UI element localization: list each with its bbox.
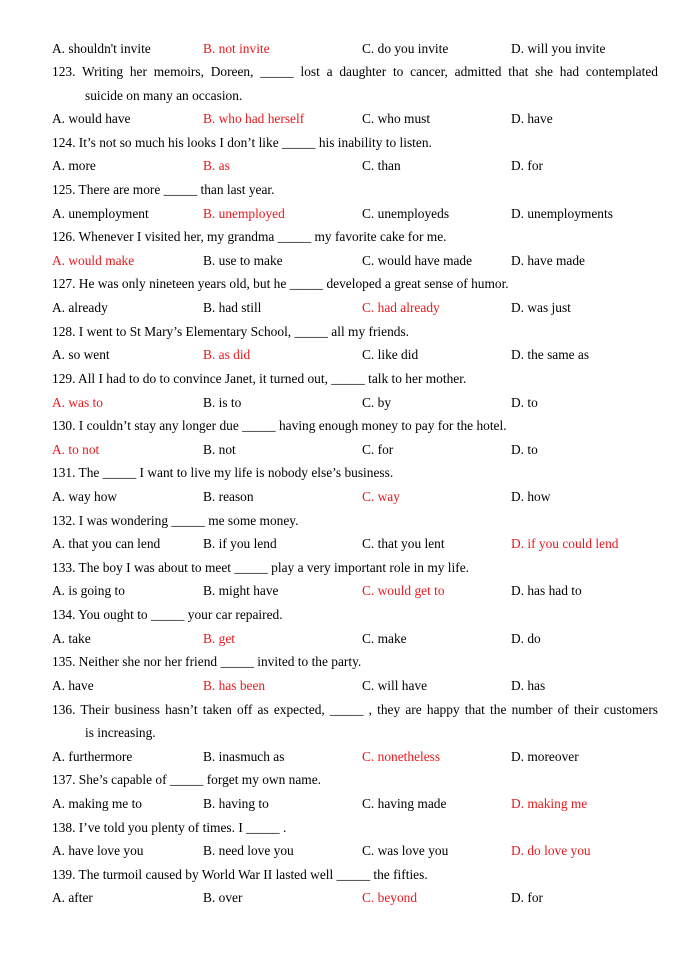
option-129-a-answer: A. was to: [52, 395, 103, 410]
question-136-text: 136. Their business hasn’t taken off as expected, _____ , they are happy that the number of their customers: [52, 702, 658, 717]
option-129-c: C. by: [362, 395, 392, 410]
question-126: [0, 226, 700, 248]
option-126-c: C. would have made: [362, 253, 473, 268]
option-129-d: D. to: [511, 395, 538, 410]
question-125: [0, 179, 700, 201]
option-126-d: D. have made: [511, 253, 585, 268]
question-124: [0, 132, 700, 154]
options-row-133: [0, 580, 700, 602]
option-126-a-answer: A. would make: [52, 253, 135, 268]
question-139: [0, 864, 700, 886]
option-125-a: A. unemployment: [52, 206, 149, 221]
question-133-text: 133. The boy I was about to meet _____ play a very important role in my life.: [52, 560, 469, 575]
option-131-b: B. reason: [203, 489, 254, 504]
question-126-text: 126. Whenever I visited her, my grandma _____ my favorite cake for me.: [52, 229, 447, 244]
question-123-line1: [0, 61, 700, 83]
option-139-b: B. over: [203, 890, 243, 905]
option-138-c: C. was love you: [362, 843, 449, 858]
option-124-d: D. for: [511, 158, 543, 173]
option-133-c-answer: C. would get to: [362, 583, 445, 598]
option-125-b-answer: B. unemployed: [203, 206, 285, 221]
option-136-a: A. furthermore: [52, 749, 133, 764]
option-123-b-answer: B. who had herself: [203, 111, 305, 126]
option-131-d: D. how: [511, 489, 551, 504]
option-128-b-answer: B. as did: [203, 347, 251, 362]
option-135-c: C. will have: [362, 678, 428, 693]
options-row-124: [0, 155, 700, 177]
option-135-a: A. have: [52, 678, 94, 693]
option-124-c: C. than: [362, 158, 401, 173]
option-136-c-answer: C. nonetheless: [362, 749, 441, 764]
option-132-b: B. if you lend: [203, 536, 277, 551]
question-139-text: 139. The turmoil caused by World War II lasted well _____ the fifties.: [52, 867, 428, 882]
option-138-a: A. have love you: [52, 843, 144, 858]
options-row-129: [0, 392, 700, 414]
option-123-d: D. have: [511, 111, 553, 126]
option-133-a: A. is going to: [52, 583, 125, 598]
option-128-a: A. so went: [52, 347, 110, 362]
option-128-c: C. like did: [362, 347, 419, 362]
option-123-c: C. who must: [362, 111, 431, 126]
option-129-b: B. is to: [203, 395, 242, 410]
option-122-d: D. will you invite: [511, 41, 606, 56]
option-137-c: C. having made: [362, 796, 447, 811]
option-132-c: C. that you lent: [362, 536, 445, 551]
option-134-c: C. make: [362, 631, 407, 646]
options-row-123: [0, 108, 700, 130]
option-138-d-answer: D. do love you: [511, 843, 591, 858]
option-124-b-answer: B. as: [203, 158, 230, 173]
option-135-b-answer: B. has been: [203, 678, 266, 693]
question-131-text: 131. The _____ I want to live my life is nobody else’s business.: [52, 465, 394, 480]
question-127-text: 127. He was only nineteen years old, but he _____ developed a great sense of humor.: [52, 276, 509, 291]
option-134-a: A. take: [52, 631, 91, 646]
options-row-134: [0, 628, 700, 650]
option-130-b: B. not: [203, 442, 236, 457]
options-row-131: [0, 486, 700, 508]
options-row-126: [0, 250, 700, 272]
question-136-line2: [0, 722, 700, 744]
option-133-d: D. has had to: [511, 583, 582, 598]
question-125-text: 125. There are more _____ than last year.: [52, 182, 275, 197]
option-137-d-answer: D. making me: [511, 796, 588, 811]
options-row-135: [0, 675, 700, 697]
option-125-c: C. unemployeds: [362, 206, 450, 221]
question-131: [0, 462, 700, 484]
option-132-a: A. that you can lend: [52, 536, 161, 551]
options-row-122: [0, 38, 700, 60]
options-row-139: [0, 887, 700, 909]
option-127-c-answer: C. had already: [362, 300, 440, 315]
question-137: [0, 769, 700, 791]
question-128: [0, 321, 700, 343]
question-137-text: 137. She’s capable of _____ forget my own name.: [52, 772, 321, 787]
options-row-132: [0, 533, 700, 555]
question-134-text: 134. You ought to _____ your car repaired.: [52, 607, 283, 622]
options-row-137: [0, 793, 700, 815]
option-130-a-answer: A. to not: [52, 442, 100, 457]
options-row-130: [0, 439, 700, 461]
question-133: [0, 557, 700, 579]
option-138-b: B. need love you: [203, 843, 294, 858]
option-123-a: A. would have: [52, 111, 131, 126]
options-row-127: [0, 297, 700, 319]
option-139-d: D. for: [511, 890, 543, 905]
option-130-c: C. for: [362, 442, 394, 457]
question-130-text: 130. I couldn’t stay any longer due _____ having enough money to pay for the hotel.: [52, 418, 507, 433]
question-132: [0, 510, 700, 532]
question-135: [0, 651, 700, 673]
question-129-text: 129. All I had to do to convince Janet, it turned out, _____ talk to her mother.: [52, 371, 467, 386]
question-124-text: 124. It’s not so much his looks I don’t like _____ his inability to listen.: [52, 135, 432, 150]
question-138: [0, 817, 700, 839]
option-136-b: B. inasmuch as: [203, 749, 285, 764]
question-135-text: 135. Neither she nor her friend _____ invited to the party.: [52, 654, 362, 669]
option-139-c-answer: C. beyond: [362, 890, 418, 905]
question-136-text-cont: is increasing.: [85, 725, 156, 740]
option-126-b: B. use to make: [203, 253, 283, 268]
option-125-d: D. unemployments: [511, 206, 613, 221]
option-122-a: A. shouldn't invite: [52, 41, 151, 56]
option-134-d: D. do: [511, 631, 541, 646]
options-row-136: [0, 746, 700, 768]
options-row-125: [0, 203, 700, 225]
option-137-a: A. making me to: [52, 796, 143, 811]
question-128-text: 128. I went to St Mary’s Elementary School, _____ all my friends.: [52, 324, 410, 339]
options-row-138: [0, 840, 700, 862]
question-127: [0, 273, 700, 295]
question-130: [0, 415, 700, 437]
option-135-d: D. has: [511, 678, 546, 693]
option-127-d: D. was just: [511, 300, 571, 315]
option-127-b: B. had still: [203, 300, 262, 315]
question-134: [0, 604, 700, 626]
option-134-b-answer: B. get: [203, 631, 235, 646]
question-138-text: 138. I’ve told you plenty of times. I _____ .: [52, 820, 287, 835]
option-122-b-answer: B. not invite: [203, 41, 270, 56]
option-136-d: D. moreover: [511, 749, 579, 764]
option-127-a: A. already: [52, 300, 108, 315]
options-row-128: [0, 344, 700, 366]
option-131-a: A. way how: [52, 489, 118, 504]
question-132-text: 132. I was wondering _____ me some money.: [52, 513, 299, 528]
question-123-line2: [0, 85, 700, 107]
option-133-b: B. might have: [203, 583, 279, 598]
option-131-c-answer: C. way: [362, 489, 400, 504]
question-123-text: 123. Writing her memoirs, Doreen, _____ lost a daughter to cancer, admitted that she had contemplated: [52, 64, 658, 79]
question-123-text-cont: suicide on many an occasion.: [85, 88, 243, 103]
option-137-b: B. having to: [203, 796, 269, 811]
question-129: [0, 368, 700, 390]
option-130-d: D. to: [511, 442, 538, 457]
option-124-a: A. more: [52, 158, 96, 173]
option-122-c: C. do you invite: [362, 41, 449, 56]
question-136-line1: [0, 699, 700, 721]
option-132-d-answer: D. if you could lend: [511, 536, 619, 551]
option-128-d: D. the same as: [511, 347, 590, 362]
option-139-a: A. after: [52, 890, 93, 905]
